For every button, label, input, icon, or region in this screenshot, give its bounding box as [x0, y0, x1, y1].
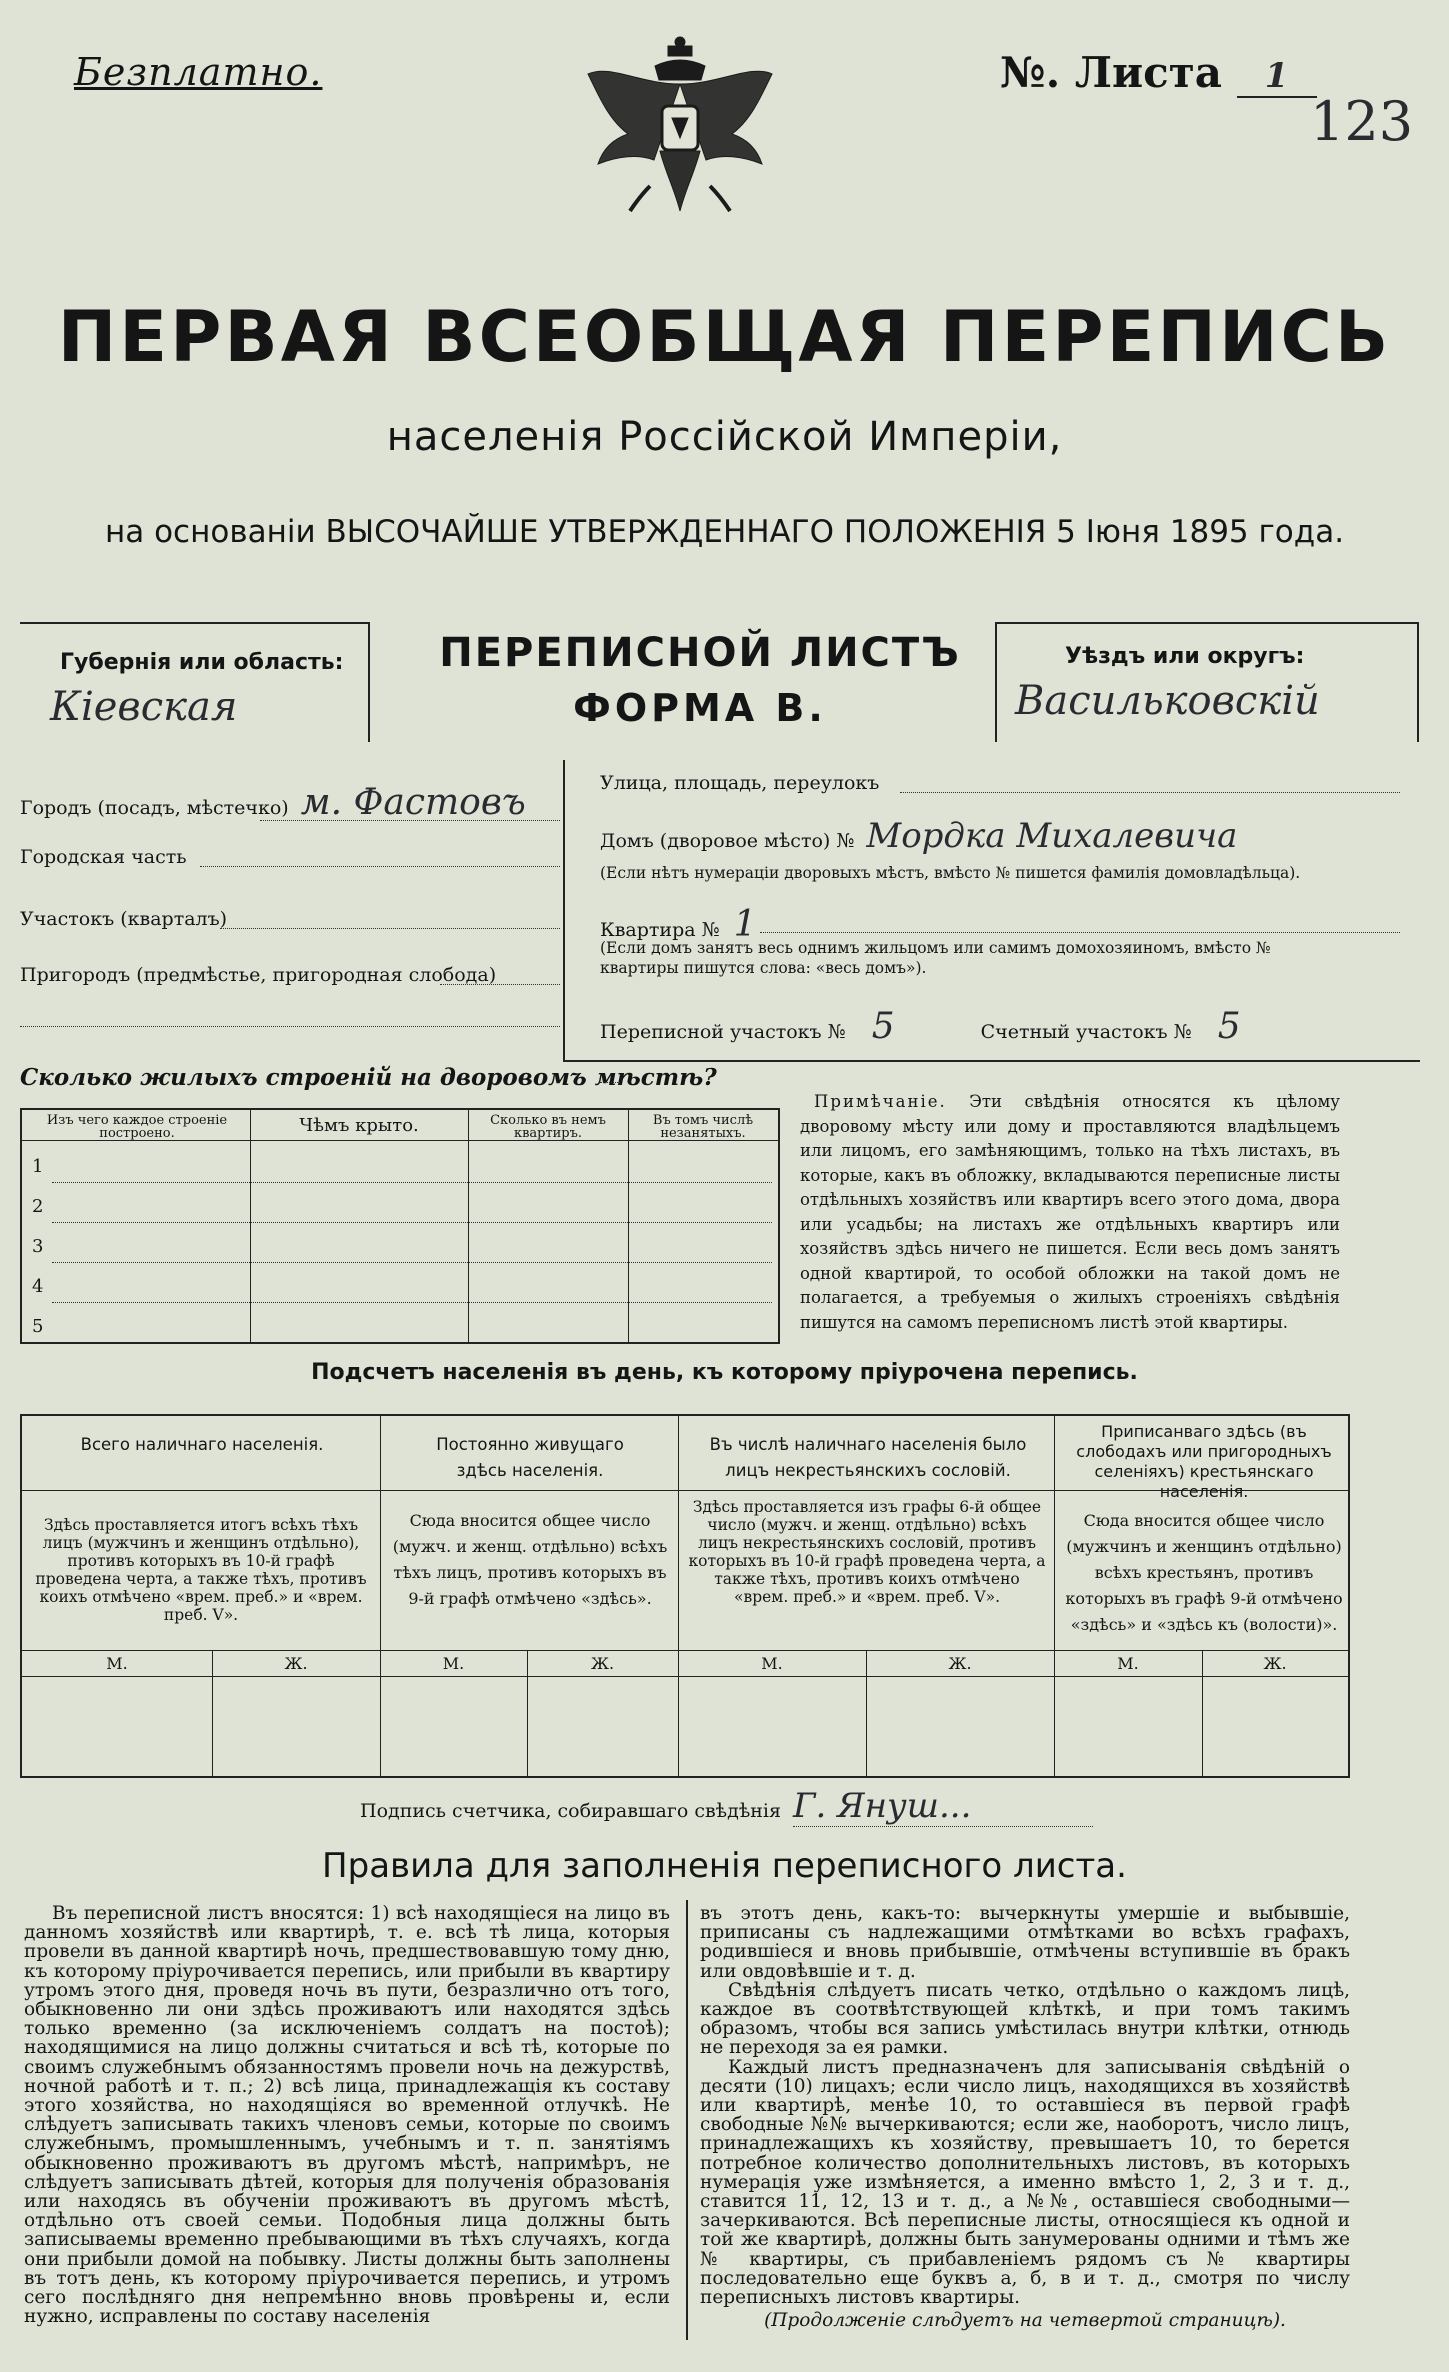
population-table [20, 1414, 1350, 1778]
pop-col2-title: Постоянно живущаго здѣсь населенія. [436, 1435, 624, 1480]
pop-col3-desc: Здѣсь проставляется изъ графы 6-й общее число (мужч. и женщ. отдѣльно) всѣхъ лицъ некрестьянскихъ сословій, противъ которыхъ въ 10-й графѣ проведена черта, а также тѣхъ, противъ коихъ отмѣчено «врем. преб.» и «врем. преб. V». [688, 1498, 1046, 1606]
table-row: 2 [32, 1196, 44, 1217]
house-note: (Если нѣтъ нумераціи дворовыхъ мѣстъ, вмѣсто № пишется фамилія домовладѣльца). [600, 864, 1301, 882]
pop-col4-f: Ж. [1263, 1654, 1287, 1673]
rules-left-column [24, 1904, 670, 2334]
pop-col3-title: Въ числѣ наличнаго населенія было лицъ некрестьянскихъ сословій. [709, 1435, 1027, 1480]
pop-col4-title: Приписанваго здѣсь (въ слободахъ или пригородныхъ селеніяхъ) крестьянскаго населенія. [1076, 1422, 1332, 1501]
count-area-label: Счетный участокъ № [980, 1021, 1192, 1043]
count-area-value: 5 [1217, 1006, 1241, 1047]
signature-value: Г. Януш... [793, 1786, 1093, 1827]
sheet-number-handwritten: 1 [1237, 56, 1317, 98]
population-heading: Подсчетъ населенія въ день, къ которому пріурочена перепись. [311, 1360, 1138, 1385]
pop-col2-f: Ж. [590, 1654, 615, 1673]
pop-col1-desc: Здѣсь проставляется итогъ всѣхъ тѣхъ лицъ (мужчинъ и женщинъ отдѣльно), противъ которыхъ въ 10-й графѣ проведена черта, а также тѣхъ, противъ коихъ отмѣчено «врем. преб.» и «врем. преб. V». [35, 1516, 367, 1624]
apartment-label: Квартира № [600, 919, 720, 941]
uezd-value: Васильковскій [1015, 678, 1320, 724]
rules-continuation: (Продолженіе слѣдуетъ на четвертой страницѣ). [764, 2310, 1286, 2332]
form-header-block [20, 622, 1420, 742]
pop-col1-m: М. [106, 1654, 128, 1673]
rules-right-p1: въ этотъ день, какъ-то: вычеркнуты умершіе и выбывшіе, приписаны съ надлежащими отмѣтками во всѣхъ графахъ, родившіеся и вновь прибывшіе, отмѣчены вступившіе въ бракъ или овдовѣвшіе и т. д. [700, 1904, 1350, 1982]
sheet-label: №. Листа [1000, 48, 1222, 97]
guberniya-label: Губернія или область: [60, 650, 344, 675]
census-area-label: Переписной участокъ № [600, 1021, 846, 1043]
pop-col1-f: Ж. [284, 1654, 308, 1673]
form-type-line2: ФОРМА В. [573, 686, 827, 730]
uezd-label: Уѣздъ или округъ: [1065, 644, 1305, 669]
census-basis: на основаніи ВЫСОЧАЙШЕ УТВЕРЖДЕННАГО ПОЛОЖЕНІЯ 5 Іюня 1895 года. [104, 514, 1345, 550]
note-block [800, 1090, 1340, 1335]
rules-heading: Правила для заполненія переписного листа. [322, 1846, 1127, 1886]
census-title: ПЕРВАЯ ВСЕОБЩАЯ ПЕРЕПИСЬ [57, 296, 1392, 378]
table-row: 3 [32, 1236, 44, 1257]
imperial-eagle-emblem [580, 36, 780, 226]
pop-col3-m: М. [761, 1654, 783, 1673]
note-heading: Примѣчаніе. [814, 1092, 947, 1111]
buildings-table [20, 1108, 780, 1344]
city-part-label: Городская часть [20, 846, 187, 868]
suburb-label: Пригородъ (предмѣстье, пригородная слобода) [20, 964, 497, 986]
signature-label: Подпись счетчика, собиравшаго свѣдѣнія [360, 1800, 781, 1822]
pop-col3-f: Ж. [948, 1654, 972, 1673]
table-row: 4 [32, 1276, 44, 1297]
pop-col4-desc: Сюда вносится общее число (мужчинъ и женщинъ отдѣльно) всѣхъ крестьянъ, противъ которыхъ въ графѣ 9-й отмѣчено «здѣсь» и «здѣсь къ (волости)». [1065, 1511, 1343, 1634]
pop-col2-desc: Сюда вносится общее число (мужч. и женщ. отдѣльно) всѣхъ тѣхъ лицъ, противъ которыхъ въ 9-й графѣ отмѣчено «здѣсь». [392, 1511, 668, 1608]
archive-number-handwritten: 123 [1310, 90, 1414, 153]
street-label: Улица, площадь, переулокъ [600, 772, 880, 794]
house-label: Домъ (дворовое мѣсто) № [600, 830, 855, 852]
pop-col2-m: М. [442, 1654, 465, 1673]
signature-line [360, 1786, 1093, 1827]
buildings-col-apartments: Сколько въ немъ квартиръ. [490, 1113, 606, 1141]
city-label: Городъ (посадъ, мѣстечко) [20, 797, 289, 819]
note-text: Эти свѣдѣнія относятся къ цѣлому дворовому мѣсту или дому и проставляются владѣльцемъ или лицомъ, его замѣняющимъ, только на тѣхъ листахъ, въ которые, какъ въ обложку, вкладываются переписные листы отдѣльныхъ хозяйствъ или квартиръ всего этого дома, двора или усадьбы; на листахъ же отдѣльныхъ квартиръ или хозяйствъ здѣсь ничего не пишется. Если весь домъ занятъ одной квартирой, то особой обложки на такой домъ не полагается, а требуемыя о жилыхъ строеніяхъ свѣдѣнія пишутся на самомъ переписномъ листѣ этой квартиры. [800, 1092, 1340, 1332]
table-row: 1 [32, 1156, 44, 1177]
apartment-value: 1 [733, 904, 757, 945]
census-subtitle: населенія Россійской Имперіи, [386, 414, 1063, 460]
sheet-number [1000, 48, 1317, 98]
guberniya-value: Кіевская [50, 684, 238, 730]
form-type-line1: ПЕРЕПИСНОЙ ЛИСТЪ [439, 630, 961, 676]
rules-left-text: Въ переписной листъ вносятся: 1) всѣ находящіеся на лицо въ данномъ хозяйствѣ или квартирѣ, т. е. всѣ тѣ лица, которыя провели въ данной квартирѣ ночь, предшествовавшую тому дню, къ которому пріурочивается перепись, или прибыли въ квартиру утромъ этого дня, проведя ночь въ пути, безразлично отъ того, обыкновенно ли они здѣсь проживаютъ или находятся здѣсь только временно (за исключеніемъ солдатъ на постоѣ); находящимися на лицо должны считаться и всѣ тѣ, которые по своимъ служебнымъ обязанностямъ провели ночь на дежурствѣ, ночной работѣ и т. п.; 2) всѣ лица, принадлежащія къ составу этого хозяйства, но находящіяся во временной отлучкѣ. Не слѣдуетъ записывать такихъ членовъ семьи, которые по своимъ служебнымъ, промышленнымъ, учебнымъ и т. п. занятіямъ обыкновенно проживаютъ въ другомъ мѣстѣ, напримѣръ, не слѣдуетъ записывать дѣтей, которыя для полученія образованія или находясь въ обученіи проживаютъ въ другомъ мѣстѣ, отдѣльно отъ своей семьи. Подобныя лица должны быть записываемы временно пребывающими въ тѣхъ случаяхъ, когда они прибыли домой на побывку. Листы должны быть заполнены въ тотъ день, къ которому пріурочивается перепись, и утромъ сего послѣдняго дня непремѣнно вновь провѣрены и, если нужно, исправлены по составу населенія [24, 1904, 670, 2328]
house-value: Мордка Михалевича [866, 816, 1238, 856]
table-row: 5 [32, 1316, 44, 1337]
pop-col1-title: Всего наличнаго населенія. [80, 1435, 324, 1454]
apartment-note: (Если домъ занятъ весь однимъ жильцомъ или самимъ домохозяиномъ, вмѣсто № квартиры пишутся слова: «весь домъ»). [600, 939, 1271, 977]
free-label: Безплатно. [74, 50, 323, 94]
census-area-value: 5 [871, 1006, 895, 1047]
pop-col4-m: М. [1117, 1654, 1139, 1673]
buildings-col-vacant: Въ томъ числѣ незанятыхъ. [652, 1113, 754, 1141]
district-label: Участокъ (кварталъ) [20, 908, 228, 930]
address-left [20, 760, 560, 1060]
rules-right-p2: Свѣдѣнія слѣдуетъ писать четко, отдѣльно о каждомъ лицѣ, каждое въ соотвѣтствующей клѣткѣ, и при томъ такимъ образомъ, чтобы вся запись умѣстилась внутри клѣтки, отнюдь не переходя за ея рамки. [700, 1979, 1350, 2059]
buildings-question: Сколько жилыхъ строеній на дворовомъ мѣстѣ? [20, 1064, 717, 1091]
rules-right-column [700, 1904, 1350, 2334]
rules-right-p3: Каждый листъ предназначенъ для записыванія свѣдѣній о десяти (10) лицахъ; если число лицъ, находящихся въ хозяйствѣ или квартирѣ, менѣе 10, то оставшіеся въ первой графѣ свободные №№ вычеркиваются; если же, наоборотъ, число лицъ, принадлежащихъ къ хозяйству, превышаетъ 10, то берется потребное количество дополнительныхъ листовъ, въ которыхъ нумерація уже измѣняется, а именно вмѣсто 1, 2, 3 и т. д., ставится 11, 12, 13 и т. д., а №№, оставшіеся свободными—зачеркиваются. Всѣ переписные листы, относящіеся къ одной и той же квартирѣ, должны быть занумерованы одними и тѣмъ же № квартиры, съ прибавленіемъ рядомъ съ № квартиры последовательно еще буквъ а, б, в и т. д., смотря по числу переписныхъ листовъ квартиры. [700, 2056, 1350, 2309]
buildings-col-roof: Чѣмъ крыто. [299, 1115, 419, 1136]
address-right [600, 760, 1400, 1060]
city-value: м. Фастовъ [300, 782, 526, 823]
buildings-col-material: Изъ чего каждое строеніе построено. [46, 1113, 228, 1141]
